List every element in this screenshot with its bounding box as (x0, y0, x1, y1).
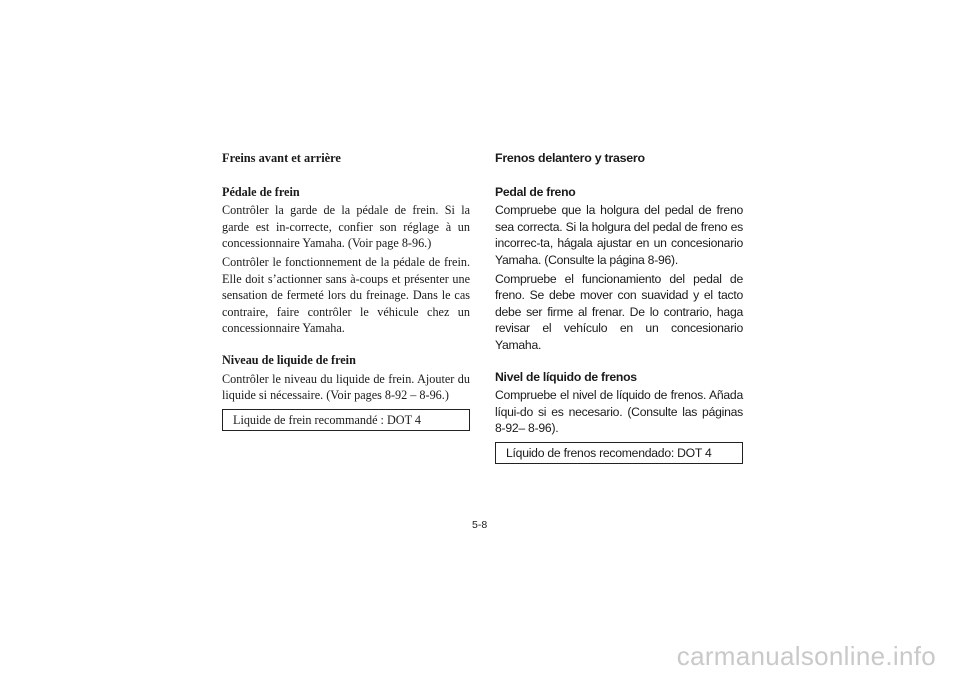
page-number: 5-8 (472, 519, 488, 531)
spanish-brake-fluid-paragraph: Compruebe el nivel de líquido de frenos. Añada líqui-do si es necesario. (Consulte las páginas 8-92– 8-96). (495, 388, 743, 436)
watermark: carmanualsonline.info (676, 641, 936, 671)
french-brake-pedal-section (222, 184, 470, 337)
french-brake-fluid-section (222, 352, 470, 431)
french-brake-fluid-heading: Niveau de liquide de frein (222, 352, 356, 367)
spanish-brake-pedal-section (495, 184, 743, 354)
spanish-brake-fluid-section (495, 369, 743, 464)
french-brake-pedal-heading: Pédale de frein (222, 184, 300, 199)
spanish-section-title: Frenos delantero y trasero (495, 151, 645, 165)
spanish-brake-pedal-heading: Pedal de freno (495, 184, 576, 199)
french-brake-pedal-paragraph-2: Contrôler le fonctionnement de la pédale de frein. Elle doit s’actionner sans à-coups et présenter une sensation de fermeté lors du freinage. Dans le cas contraire, faire contrôler le véhicule chez un concessionnaire Yamaha. (222, 254, 470, 336)
spanish-column (495, 150, 743, 464)
french-brake-fluid-paragraph: Contrôler le niveau du liquide de frein. Ajouter du liquide si nécessaire. (Voir pages 8-92 – 8-96.) (222, 371, 470, 403)
french-brake-pedal-paragraph-1: Contrôler la garde de la pédale de frein. Si la garde est in-correcte, confier son réglage à un concessionnaire Yamaha. (Voir page 8-96.) (222, 203, 470, 251)
spanish-brake-pedal-paragraph-2: Compruebe el funcionamiento del pedal de freno. Se debe mover con suavidad y el tacto debe ser firme al frenar. De lo contrario, haga revisar el vehículo en un concesionario Yamaha. (495, 271, 743, 352)
spanish-recommended-fluid-box: Líquido de frenos recomendado: DOT 4 (495, 442, 743, 464)
french-column (222, 150, 470, 431)
french-recommended-fluid-box: Liquide de frein recommandé : DOT 4 (222, 409, 470, 431)
spanish-brake-pedal-paragraph-1: Compruebe que la holgura del pedal de freno sea correcta. Si la holgura del pedal de freno es incorrec-ta, hágala ajustar en un concesionario Yamaha. (Consulte la página 8-96). (495, 203, 743, 267)
spanish-brake-fluid-heading: Nivel de líquido de frenos (495, 369, 637, 384)
french-section-title: Freins avant et arrière (222, 151, 341, 165)
